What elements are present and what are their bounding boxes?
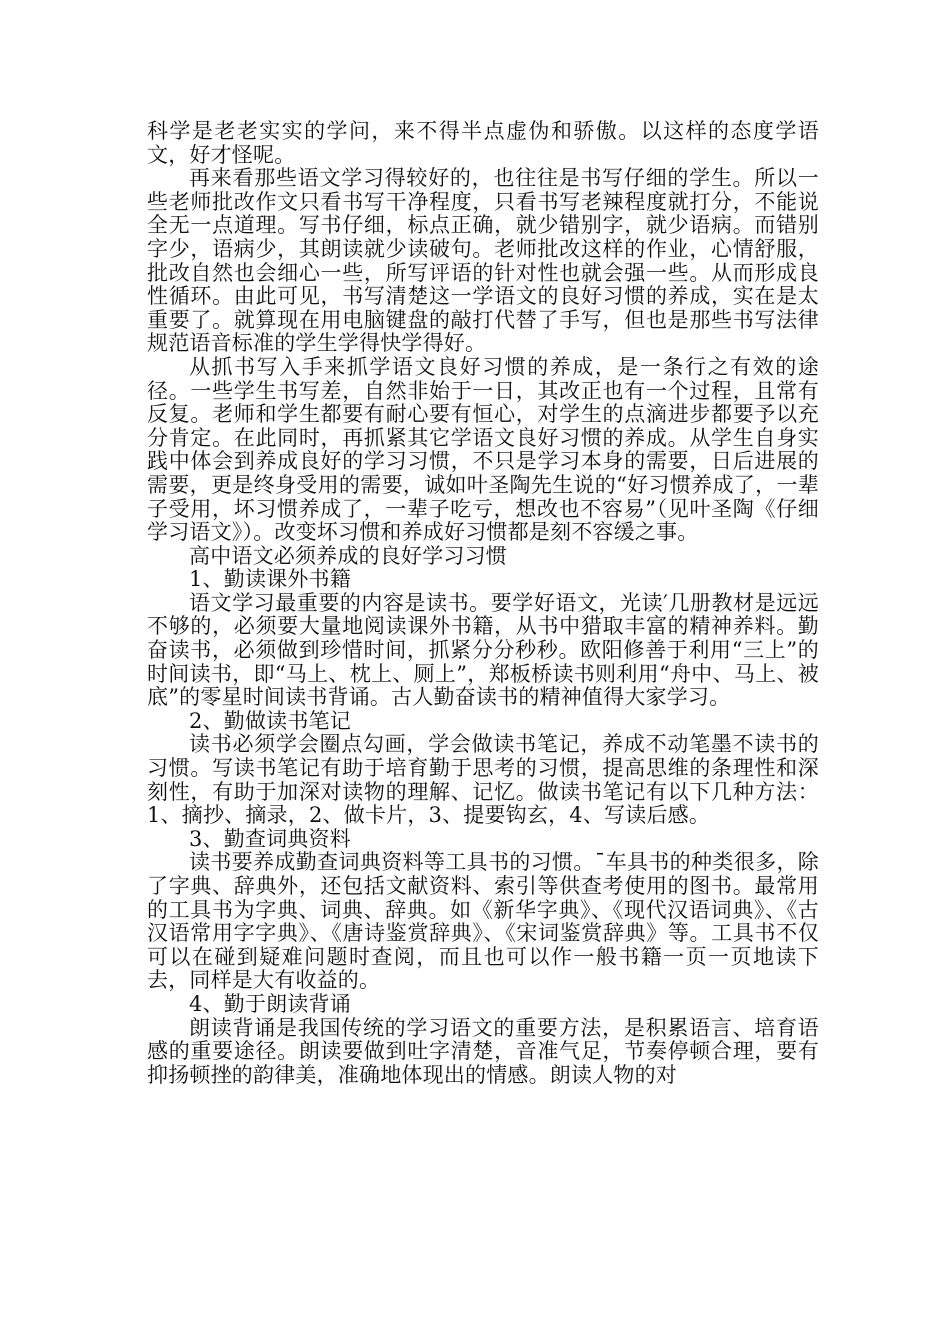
paragraph-notes: 读书必须学会圈点勾画，学会做读书笔记，养成不动笔墨不读书的习惯。写读书笔记有助于培育勤于思考的习惯，提高思维的条理性和深刻性，有助于加深对读物的理解、记忆。做读书笔记有以下几种方法：1、摘抄、摘录，2、做卡片，3、提要钩玄，4、写读后感。 [147, 732, 819, 828]
document-body [147, 120, 819, 1087]
paragraph-good-habits: 从抓书写入手来抓学语文良好习惯的养成，是一条行之有效的途径。一些学生书写差，自然非始于一日，其改正也有一个过程，且常有反复。老师和学生都要有耐心要有恒心，对学生的点滴进步都要予以充分肯定。在此同时，再抓紧其它学语文良好习惯的养成。从学生自身实践中体会到养成良好的学习习惯，不只是学习本身的需要，日后进展的需要，更是终身受用的需要，诚如叶圣陶先生说的“好习惯养成了，一辈子受用，坏习惯养成了，一辈子吃亏，想改也不容易”（见叶圣陶《仔细学习语文》）。改变坏习惯和养成好习惯都是刻不容缓之事。 [147, 354, 819, 545]
section-title: 高中语文必须养成的良好学习习惯 [189, 543, 507, 568]
subheading-3: 3、勤查词典资料 [189, 826, 351, 851]
paragraph-continuation: 科学是老老实实的学问，来不得半点虚伪和骄傲。以这样的态度学语文，好才怪呢。 [147, 119, 819, 167]
paragraph-dictionaries: 读书要养成勤查词典资料等工具书的习惯。¯车具书的种类很多，除了字典、辞典外，还包括文献资料、索引等供查考使用的图书。最常用的工具书为字典、词典、辞典。如《新华字典》、《现代汉语词典》、《古汉语常用字字典》、《唐诗鉴赏辞典》、《宋词鉴赏辞典》等。工具书不仅可以在碰到疑难问题时查阅，而且也可以作一般书籍一页一页地读下去，同样是大有收益的。 [147, 850, 819, 993]
subheading-2: 2、勤做读书笔记 [189, 708, 351, 733]
subheading-1: 1、勤读课外书籍 [189, 567, 351, 592]
paragraph-reading: 语文学习最重要的内容是读书。要学好语文，光读′几册教材是远远不够的，必须要大量地阅读课外书籍，从书中猎取丰富的精神养料。勤奋读书，必须做到珍惜时间，抓紧分分秒秒。欧阳修善于利用“三上”的时间读书，即“马上、枕上、厕上”，郑板桥读书则利用“舟中、马上、被底”的零星时间读书背诵。古人勤奋读书的精神值得大家学习。 [147, 590, 819, 710]
subheading-4: 4、勤于朗读背诵 [189, 991, 351, 1016]
paragraph-handwriting: 再来看那些语文学习得较好的，也往往是书写仔细的学生。所以一些老师批改作文只看书写干净程度，只看书写老辣程度就打分，不能说全无一点道理。写书仔细，标点正确，就少错别字，就少语病。而错别字少，语病少，其朗读就少读破句。老师批改这样的作业，心情舒服，批改自然也会细心一些，所写评语的针对性也就会强一些。从而形成良性循环。由此可见，书写清楚这一学语文的良好习惯的养成，实在是太重要了。就算现在用电脑键盘的敲打代替了手写，但也是那些书写法律规范语音标准的学生学得快学得好。 [147, 166, 819, 356]
paragraph-recitation: 朗读背诵是我国传统的学习语文的重要方法，是积累语言、培育语感的重要途径。朗读要做到吐字清楚，音准气足，节奏停顿合理，要有抑扬顿挫的韵律美，准确地体现出的情感。朗读人物的对 [147, 1015, 819, 1087]
